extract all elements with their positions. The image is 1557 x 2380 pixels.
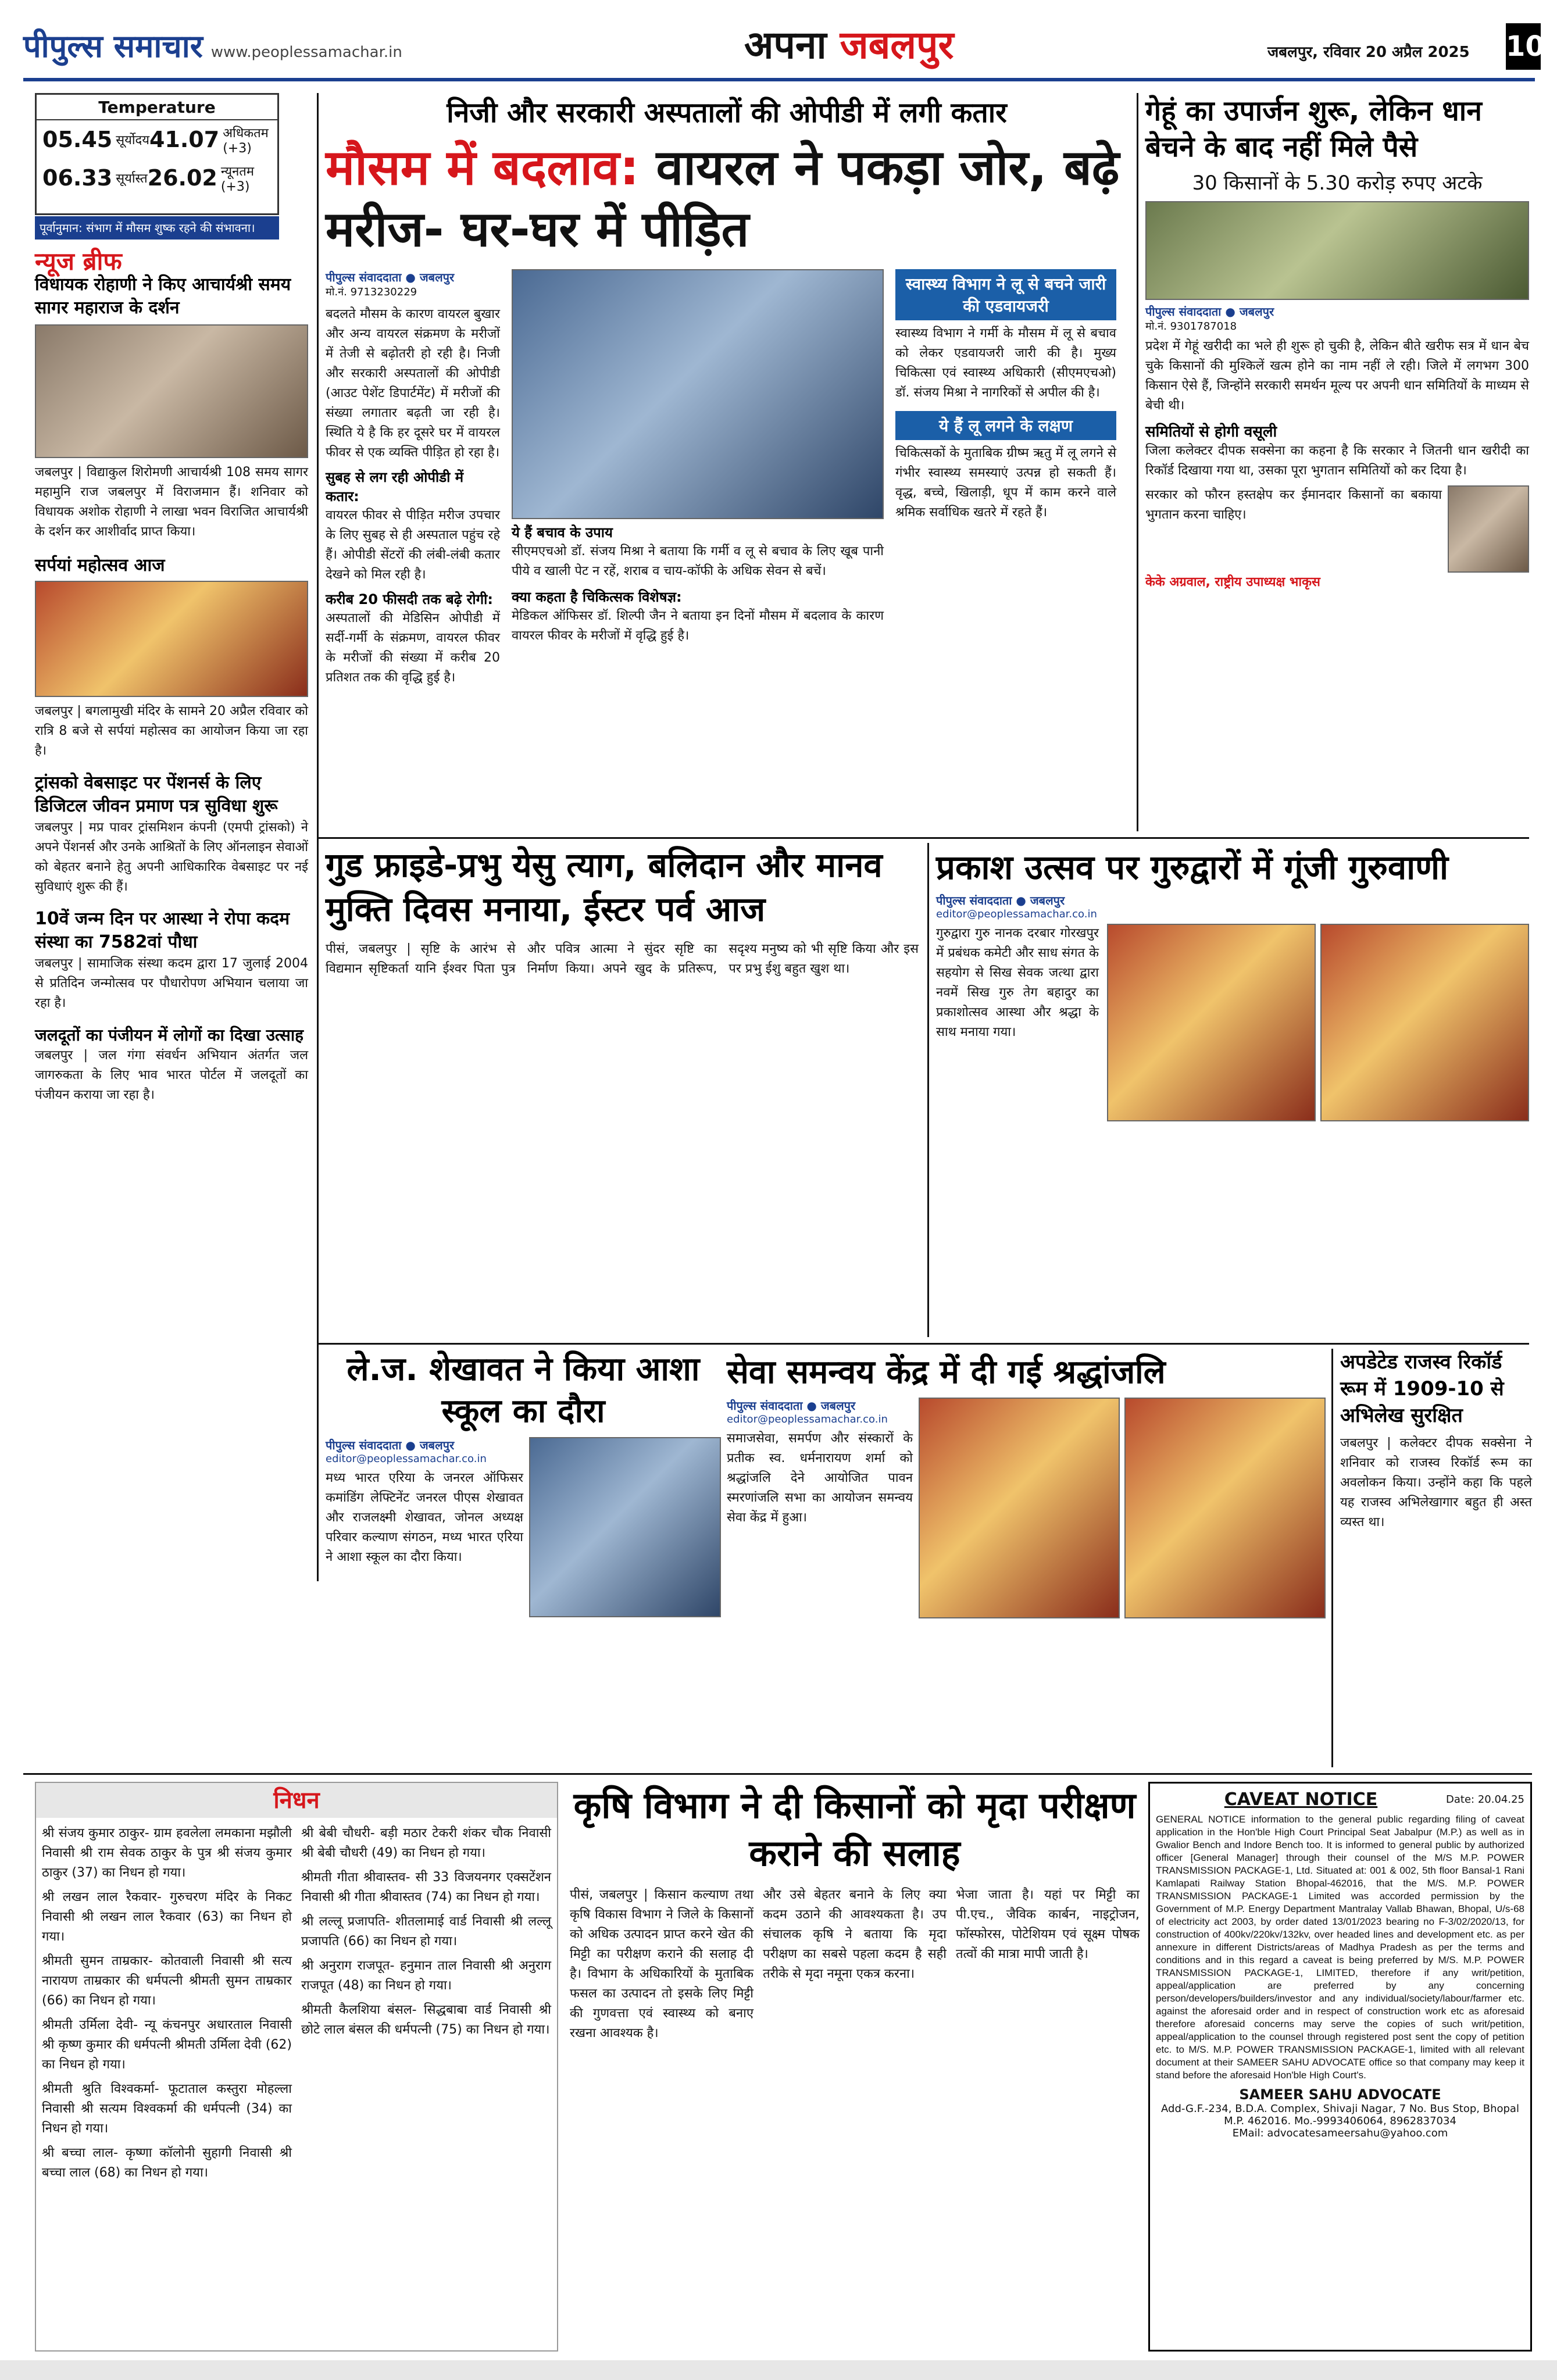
photo-caption: सीएमएचओ डॉ. संजय मिश्रा ने बताया कि गर्मी व लू से बचाव के लिए खूब पानी पीये व खाली पेट न रहें, शराब व चाय-कॉफी के अधिक सेवन से बचें। [512,544,884,578]
shekhawat-body: मध्य भारत एरिया के जनरल ऑफिसर कमांडिंग लेफ्टिनेंट जनरल पीएस शेखावत और राजलक्ष्मी शेखावत, जोनल अध्यक्ष परिवार कल्याण संगठन, मध्य भारत एरिया ने आशा स्कूल का दौरा किया। [326,1471,523,1564]
wheat-subhead-recovery: समितियों से होगी वसूली [1145,423,1277,441]
expert-body: मेडिकल ऑफिसर डॉ. शिल्पी जैन ने बताया इन दिनों मौसम में बदलाव के कारण वायरल फीवर के मरीजों में वृद्धि हुई है। [512,609,884,643]
brief-title: ट्रांसको वेबसाइट पर पेंशनर्स के लिए डिजिटल जीवन प्रमाण पत्र सुविधा शुरू [35,773,278,816]
shekhawat-headline: ले.ज. शेखावत ने किया आशा स्कूल का दौरा [347,1350,700,1430]
row-divider [319,837,1529,839]
sunset-time: 06.33 [42,165,113,191]
column-divider [1137,93,1138,831]
sewa-story [727,1349,1326,1767]
sewa-body: समाजसेवा, समर्पण और संस्कारों के प्रतीक स्व. धर्मनारायण शर्मा को श्रद्धांजलि देने आयोजित पावन स्मरणांजलि सभा का आयोजन समन्वय सेवा केंद्र में हुआ। [727,1431,913,1525]
brief-title: सर्पयां महोत्सव आज [35,555,165,576]
caveat-title: CAVEAT NOTICE [1224,1789,1378,1810]
brief-body: जबलपुर | मप्र पावर ट्रांसमिशन कंपनी (एमपी ट्रांसको) ने अपने पेंशनर्स और उनके आश्रितों के लिए ऑनलाइन सेवाओं को बेहतर बनाने हेतु अपनी आधिकारिक वेबसाइट पर नई सुविधाएं शुरू की हैं। [35,820,308,894]
news-brief-label: न्यूज ब्रीफ [35,247,122,276]
krishi-story [570,1782,1140,2352]
portrait-photo [1448,485,1529,573]
shekhawat-story [326,1349,721,1767]
wheat-subhead: 30 किसानों के 5.30 करोड़ रुपए अटके [1192,171,1483,195]
caveat-notice [1148,1782,1532,2352]
shekhawat-photo [529,1437,721,1617]
lead-mobile: मो.नं. 9713230229 [326,286,417,298]
brief-body: जबलपुर | विद्याकुल शिरोमणी आचार्यश्री 108 समय सागर महामुनि राज जबलपुर में विराजमान हैं। शनिवार को विधायक अशोक रोहाणी ने लाखा भवन विराजित आचार्यश्री के दर्शन कर आशीर्वाद प्राप्त किया। [35,465,308,539]
advocate-name: SAMEER SAHU ADVOCATE [1239,2086,1441,2103]
wheat-photo-grain-sacks [1145,201,1529,300]
sunrise-time: 05.45 [42,127,113,152]
krishi-body: भेजा जाता है। यहां पर मिट्टी का पी.एच., जैविक कार्बन, नाइट्रोजन, फॉस्फोरस, पोटेशियम एवं सूक्ष्म पोषक तत्वों की मात्रा मापी जाती है। [956,1888,1140,1961]
lead-subhead: सुबह से लग रही ओपीडी में कतार: [326,469,464,505]
sewa-photo-2 [1124,1398,1326,1618]
dateline: जबलपुर, रविवार 20 अप्रैल 2025 [1267,44,1470,61]
obituary-item: श्री लखन लाल रैकवार- गुरुचरण मंदिर के निकट निवासी श्री लखन लाल रैकवार (63) का निधन हो गया। [42,1890,292,1944]
row-divider [23,1773,1532,1775]
good-friday-body: पीसं, जबलपुर | सृष्टि के आरंभ से विद्यमान सृष्टिकर्ता यानि ईश्वर पिता पुत्र और पवित्र आत्मा ने सुंदर सृष्टि का निर्माण किया। अपने खुद के प्रतिरूप, सदृश्य मनुष्य को भी सृष्टि किया और इस पर प्रभु ईशु बहुत खुश था। [326,942,919,976]
brief-title: विधायक रोहाणी ने किए आचार्यश्री समय सागर महाराज के दर्शन [35,274,291,318]
krishi-body: और उसे बेहतर बनाने के लिए क्या कदम उठाने की आवश्यकता है। उप संचालक कृषि ने बताया कि मृदा परीक्षण का सबसे पहला कदम है सही तरीके से मृदा नमूना एकत्र करना। [763,1888,947,1981]
column-divider [1331,1349,1333,1767]
brief-body: जबलपुर | जल गंगा संवर्धन अभियान अंतर्गत जल जागरुकता के लिए भाव भारत पोर्टल में जलदूतों का पंजीयन कराया जा रहा है। [35,1048,308,1102]
min-temp: 26.02 [147,165,217,191]
lead-byline: पीपुल्स संवाददाता ● जबलपुर [326,270,455,284]
lead-kicker: निजी और सरकारी अस्पतालों की ओपीडी में लगी कतार [447,97,1007,129]
gurudwara-photo-2 [1320,924,1529,1121]
lead-subhead: करीब 20 फीसदी तक बढ़े रोगी: [326,591,493,607]
wheat-quote-name: केके अग्रवाल, राष्ट्रीय उपाध्यक्ष भाकृस [1145,575,1320,589]
temperature-box [35,93,279,215]
row-divider [319,1343,1529,1345]
lead-headline: मौसम में बदलाव: वायरल ने पकड़ा जोर, बढ़े मरीज- घर-घर में पीड़ित [326,139,1120,258]
obituary-item: श्रीमती सुमन ताम्रकार- कोतवाली निवासी श्री सत्य नारायण ताम्रकार की धर्मपत्नी श्रीमती सुमन ताम्रकार (66) का निधन हो गया। [42,1954,292,2008]
gurudwara-body: गुरुद्वारा गुरु नानक दरबार गोरखपुर में प्रबंधक कमेटी और साध संगत के सहयोग से सिख सेवक जत्था द्वारा नवमें सिख गुरु तेग बहादुर का प्रकाशोत्सव आस्था और श्रद्धा के साथ मनाया गया। [936,926,1099,1039]
expert-title: क्या कहता है चिकित्सक विशेषज्ञ: [512,589,682,605]
good-friday-story [326,843,919,1337]
symptoms-box-body: चिकित्सकों के मुताबिक ग्रीष्म ऋतु में लू लगने से गंभीर स्वास्थ्य समस्याएं उत्पन्न हो सकती हैं। वृद्ध, बच्चे, खिलाड़ी, धूप में काम करने वाले श्रमिक सर्वाधिक खतरे में रहते हैं। [895,446,1116,520]
obituary-item: श्री बच्चा लाल- कृष्णा कॉलोनी सुहागी निवासी श्री बच्चा लाल (68) का निधन हो गया। [42,2146,292,2180]
lead-body: बदलते मौसम के कारण वायरल बुखार और अन्य वायरल संक्रमण के मरीजों में तेजी से बढ़ोतरी हो रही है। निजी और सरकारी अस्पतालों की ओपीडी (आउट पेशेंट डिपार्टमेंट) में मरीजों की संख्या लगातार बढ़ती जा रही है। स्थिति ये है कि हर दूसरे घर में वायरल फीवर से एक व्यक्ति पीड़ित हो रहा है। [326,307,500,460]
obituary-item: श्रीमती गीता श्रीवास्तव- सी 33 विजयनगर एक्सटेंशन निवासी श्री गीता श्रीवास्तव (74) का निधन हो गया। [301,1870,551,1904]
obituary-list-left [42,1824,292,2183]
obituary-item: श्री संजय कुमार ठाकुर- ग्राम हवलेला लमकाना मझौली निवासी श्री राम सेवक ठाकुर के पुत्र श्री संजय कुमार ठाकुर (37) का निधन हो गया। [42,1826,292,1880]
obituary-item: श्रीमती उर्मिला देवी- न्यू कंचनपुर अधारताल निवासी श्री कृष्ण कुमार की धर्मपत्नी श्रीमती उर्मिला देवी (62) का निधन हो गया। [42,2018,292,2072]
advocate-email[interactable]: EMail: advocatesameersahu@yahoo.com [1232,2127,1448,2139]
obituary-item: श्रीमती श्रुति विश्वकर्मा- फूटाताल कस्तुरा मोहल्ला निवासी श्री सत्यम विश्वकर्मा की धर्मपत्नी (34) का निधन हो गया। [42,2082,292,2136]
record-room-story [1340,1349,1532,1767]
brief-body: जबलपुर | सामाजिक संस्था कदम द्वारा 17 जुलाई 2004 से प्रतिदिन जन्मोत्सव पर पौधारोपण अभियान चलाया जा रहा है। [35,956,308,1010]
page-number: 10 [1506,23,1541,70]
wheat-mobile: मो.नं. 9301787018 [1145,320,1237,333]
page-name: अपना जबलपुर [744,23,954,67]
color-registration-bar [0,2360,1557,2380]
sunset-label: सूर्यास्त [116,171,148,186]
krishi-headline: कृषि विभाग ने दी किसानों को मृदा परीक्षण कराने की सलाह [573,1784,1136,1874]
wheat-body: प्रदेश में गेहूं खरीदी का भले ही शुरू हो चुकी है, लेकिन बीते खरीफ सत्र में धान बेच चुके किसानों की मुश्किलें खत्म होने का नाम नहीं ले रही। जिले में लगभग 300 किसान ऐसे हैं, जिन्होंने सरकारी समर्थन मूल्य पर अपनी धान समितियों के माध्यम से बेची थी। [1145,339,1529,413]
caveat-body: GENERAL NOTICE information to the general public regarding filing of caveat application in the Hon'ble High Court Principal Seat Jabalpur (M.P.) as well as in Gwalior Bench and Indore Bench too. It is informed to general public by authorized officer [General Manager] through their counsel of the M/S M.P. POWER TRANSMISSION PACKAGE-1, Ltd. Situated at: 001 & 002, 5th floor Bansal-1 Rani Kamlapati Railway Station Bhopal-462016, that the M/S. M.P. POWER TRANSMISSION PACKAGE-1 Limited was accorded permission by the Government of M.P. Energy Department Mantralay Vallab Bhawan, Bhopal, U/s-68 of electricity act 2003, by order dated 13/01/2023 bearing no F-3/02/2020/13, for construction of 400kv/220kv/132kv, over headed lines and development etc. as per annexure in different Districts/areas of Madhya Pradesh as per the terms and conditions and in this regard a caveat is being preferred by M/S. M.P. POWER TRANSMISSION PACKAGE-1, LIMITED, therefore if any writ/petition, appeal/application are preferred by any concerning person/developers/builders/investor and any individual/society/labour/farmer etc. against the aforesaid order and in respect of construction work etc as aforesaid therefore aforesaid concerns may serve the copies of such writ/petition, appeal/application to the counsel through registered post sent the copy of petition etc. to M/S. M.P. POWER TRANSMISSION PACKAGE-1, limited with all relevant document at their SAMEER SAHU ADVOCATE office so that company may keep it stand before the aforesaid Hon'ble High Court's. [1156,1814,1524,2081]
sewa-headline: सेवा समन्वय केंद्र में दी गई श्रद्धांजलि [727,1353,1166,1391]
max-temp-label: अधिकतम (+3) [223,126,269,156]
shekhawat-byline: पीपुल्स संवाददाता ● जबलपुर [326,1438,455,1452]
brief-title: 10वें जन्म दिन पर आस्था ने रोपा कदम संस्था का 7582वां पौधा [35,909,290,952]
sunrise-label: सूर्योदय [116,133,149,148]
obituary-item: श्री अनुराग राजपूत- हनुमान ताल निवासी श्री अनुराग राजपूत (48) का निधन हो गया। [301,1959,551,1993]
brief-body: जबलपुर | बगलामुखी मंदिर के सामने 20 अप्रैल रविवार को रात्रि 8 बजे से सर्पयां महोत्सव का आयोजन किया जा रहा है। [35,704,308,758]
krishi-body: पीसं, जबलपुर | किसान कल्याण तथा कृषि विकास विभाग ने जिले के किसानों को अधिक उत्पादन प्राप्त करने खेत की मिट्टी का परीक्षण कराने की सलाह दी है। विभाग के अधिकारियों के मुताबिक फसल का उत्पादन तो इसके लिए मिट्टी की गुणवत्ता एवं स्वास्थ्य को बनाए रखना आवश्यक है। [570,1888,753,2040]
advocate-address: Add-G.F.-234, B.D.A. Complex, Shivaji Nagar, 7 No. Bus Stop, Bhopal M.P. 462016. Mo.-9993406064, 8962837034 [1161,2103,1519,2127]
brief-title: जलदूतों का पंजीयन में लोगों का दिखा उत्साह [35,1025,303,1045]
brief-photo-temple [35,581,308,697]
good-friday-headline: गुड फ्राइडे-प्रभु येसु त्याग, बलिदान और मानव मुक्ति दिवस मनाया, ईस्टर पर्व आज [326,845,883,929]
obituary-item: श्री लल्लू प्रजापति- शीतलामाई वार्ड निवासी श्री लल्लू प्रजापति (66) का निधन हो गया। [301,1914,551,1949]
max-temp: 41.07 [149,127,220,152]
masthead [23,17,1545,81]
sewa-byline: पीपुल्स संवाददाता ● जबलपुर [727,1399,856,1413]
obituary-item: श्री बेबी चौधरी- बड़ी मठार टेकरी शंकर चौक निवासी श्री बेबी चौधरी (49) का निधन हो गया। [301,1826,551,1860]
obituary-box [35,1782,558,2352]
symptoms-box-title: ये हैं लू लगने के लक्षण [895,411,1116,440]
min-temp-label: न्यूनतम (+3) [220,164,254,194]
gurudwara-photo-1 [1107,924,1316,1121]
lead-body: वायरल फीवर से पीड़ित मरीज उपचार के लिए सुबह से ही अस्पताल पहुंच रहे हैं। ओपीडी सेंटरों की लंबी-लंबी कतार देखने को मिल रही है। [326,508,500,582]
website-url[interactable]: www.peoplessamachar.in [210,44,402,61]
sewa-email[interactable]: editor@peoplessamachar.co.in [727,1413,888,1425]
wheat-story [1145,93,1529,831]
obituary-label: निधन [36,1783,557,1818]
record-room-body: जबलपुर | कलेक्टर दीपक सक्सेना ने शनिवार को राजस्व रिकॉर्ड रूम का अवलोकन किया। उन्होंने कहा कि पहले यह राजस्व अभिलेखागार बहुत ही अस्त व्यस्त था। [1340,1436,1532,1530]
advisory-box-title: स्वास्थ्य विभाग ने लू से बचने जारी की एडवायजरी [895,269,1116,320]
obituary-item: श्रीमती कैलशिया बंसल- सिद्धबाबा वार्ड निवासी श्री छोटे लाल बंसल की धर्मपत्नी (75) का निधन हो गया। [301,2003,551,2037]
gurudwara-byline: पीपुल्स संवाददाता ● जबलपुर [936,894,1065,907]
lead-photo-hospital-queue [512,269,884,519]
gurudwara-headline: प्रकाश उत्सव पर गुरुद्वारों में गूंजी गुरुवाणी [936,848,1449,887]
caveat-date: Date: 20.04.25 [1446,1793,1524,1806]
wheat-headline: गेहूं का उपार्जन शुरू, लेकिन धान बेचने के बाद नहीं मिले पैसे [1145,95,1482,163]
shekhawat-email[interactable]: editor@peoplessamachar.co.in [326,1453,487,1465]
record-room-headline: अपडेटेड राजस्व रिकॉर्ड रूम में 1909-10 से अभिलेख सुरक्षित [1340,1350,1504,1427]
brief-photo-acharya [35,324,308,458]
column-divider [927,843,929,1337]
wheat-sub-body: जिला कलेक्टर दीपक सक्सेना का कहना है कि सरकार ने जितनी धान खरीदी का रिकॉर्ड दिखाया गया था, उसका पूरा भुगतान समितियों को कर दिया है। [1145,444,1529,478]
wheat-byline: पीपुल्स संवाददाता ● जबलपुर [1145,305,1274,319]
news-brief-column [35,273,308,1587]
newspaper-logo: पीपुल्स समाचार www.peoplessamachar.in [23,28,402,65]
lead-body: अस्पतालों की मेडिसिन ओपीडी में सर्दी-गर्मी के संक्रमण, वायरल फीवर के मरीजों की संख्या में करीब 20 प्रतिशत तक की वृद्धि हुई है। [326,611,500,685]
gurudwara-story [936,843,1529,1337]
temperature-title: Temperature [37,95,277,120]
weather-forecast: पूर्वानुमान: संभाग में मौसम शुष्क रहने की संभावना। [35,216,279,240]
advisory-box-body: स्वास्थ्य विभाग ने गर्मी के मौसम में लू से बचाव को लेकर एडवायजरी जारी की है। मुख्य चिकित्सा एवं स्वास्थ्य अधिकारी (सीएमएचओ) डॉ. संजय मिश्रा ने नागरिकों से अपील की है। [895,326,1116,400]
lead-story [326,93,1128,831]
wheat-quote: सरकार को फौरन हस्तक्षेप कर ईमानदार किसानों का बकाया भुगतान करना चाहिए। [1145,488,1442,522]
photo-caption-title: ये हैं बचाव के उपाय [512,524,613,541]
obituary-list-right [301,1824,551,2183]
gurudwara-email[interactable]: editor@peoplessamachar.co.in [936,908,1097,920]
sewa-photo-1 [919,1398,1120,1618]
